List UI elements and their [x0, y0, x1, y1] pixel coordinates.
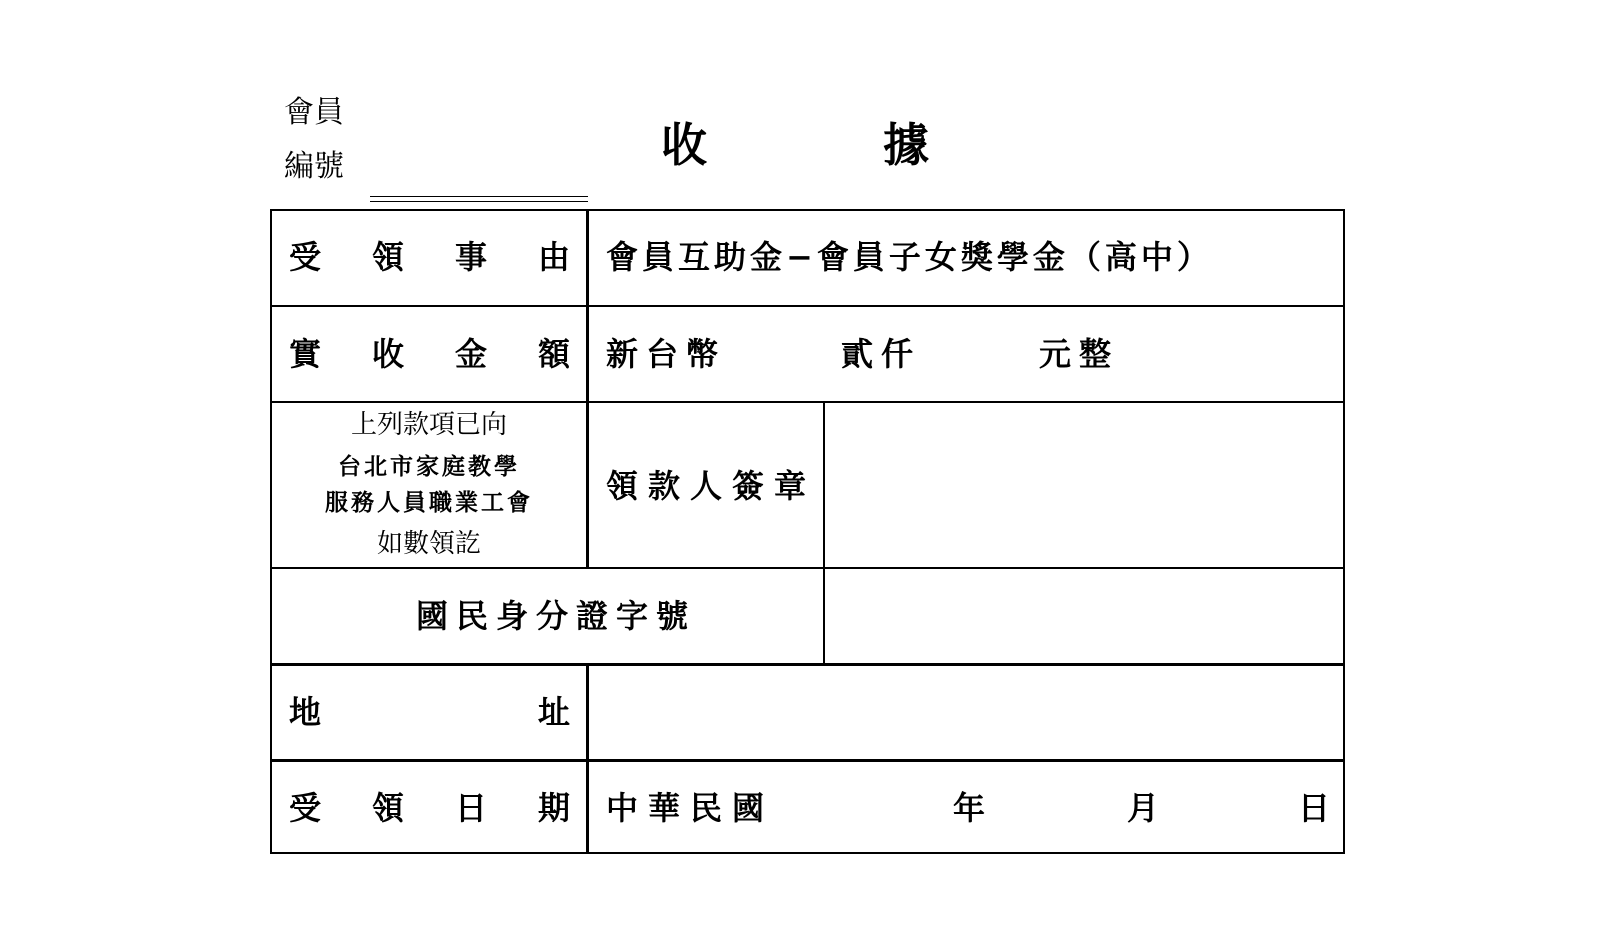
date-label-char: 期 — [537, 789, 570, 827]
reason-label-char: 領 — [371, 238, 404, 276]
row-divider — [270, 663, 1345, 666]
member-number-input-line[interactable] — [370, 196, 588, 202]
receipt-title-char-2: 據 — [883, 118, 929, 172]
address-label — [289, 693, 570, 731]
row-divider — [270, 567, 1345, 569]
row-divider — [270, 759, 1345, 762]
address-label-char: 地 — [289, 693, 322, 731]
date-era: 中華民國 — [606, 789, 775, 827]
date-label — [289, 789, 570, 827]
column-divider — [823, 401, 825, 665]
amount-suffix: 元整 — [1039, 335, 1120, 373]
id-number-label: 國民身分證字號 — [416, 597, 697, 635]
date-label-char: 受 — [289, 789, 322, 827]
column-divider — [586, 209, 589, 568]
date-label-char: 日 — [454, 789, 487, 827]
amount-label-char: 收 — [371, 335, 404, 373]
amount-label-char: 實 — [289, 335, 322, 373]
reason-label — [289, 238, 570, 276]
amount-label-char: 額 — [537, 335, 570, 373]
signature-label: 領款人簽章 — [606, 467, 817, 505]
signature-field[interactable] — [826, 404, 1343, 566]
reason-label-char: 受 — [289, 238, 322, 276]
amount-label — [289, 335, 570, 373]
id-number-field[interactable] — [826, 570, 1343, 662]
reason-label-char: 由 — [537, 238, 570, 276]
address-field[interactable] — [590, 667, 1343, 758]
member-number-label-line2: 編號 — [284, 149, 344, 184]
receipt-statement-line4: 如數領訖 — [376, 529, 481, 559]
column-divider — [586, 663, 589, 854]
address-label-char: 址 — [537, 693, 570, 731]
amount-value: 貳仟 — [841, 335, 922, 373]
reason-label-char: 事 — [454, 238, 487, 276]
amount-label-char: 金 — [454, 335, 487, 373]
date-month-label: 月 — [1127, 789, 1160, 827]
row-divider — [270, 401, 1345, 403]
receipt-statement-line2: 台北市家庭教學 — [338, 453, 520, 480]
member-number-label-line1: 會員 — [284, 95, 344, 130]
date-day-label: 日 — [1298, 789, 1331, 827]
reason-value: 會員互助金−會員子女獎學金（高中） — [606, 238, 1213, 276]
amount-currency: 新台幣 — [606, 335, 727, 373]
row-divider — [270, 305, 1345, 307]
receipt-statement-line1: 上列款項已向 — [350, 410, 507, 440]
receipt-statement-line3: 服務人員職業工會 — [325, 489, 533, 516]
receipt-title-char-1: 收 — [661, 118, 707, 172]
date-year-label: 年 — [953, 789, 986, 827]
date-label-char: 領 — [371, 789, 404, 827]
